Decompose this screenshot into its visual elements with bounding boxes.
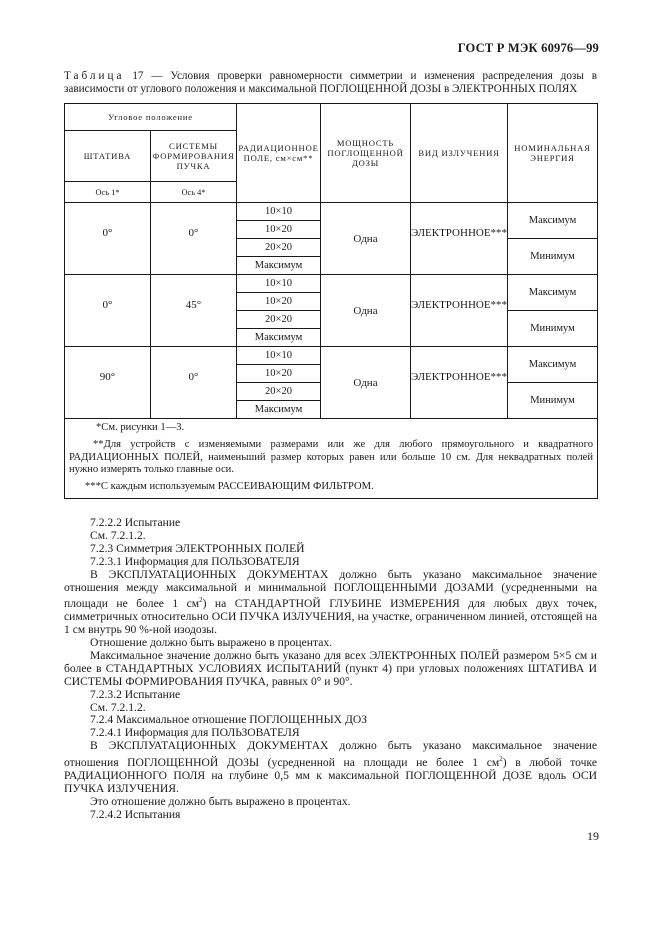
table-caption	[64, 70, 597, 95]
table-17	[64, 103, 597, 499]
cell-energy: Минимум	[508, 239, 598, 275]
paragraph: Это отношение должно быть выражено в процентах.	[90, 794, 351, 808]
header-axis-4: Ось 4*	[151, 182, 237, 203]
cell-dose-rate: Одна	[321, 203, 411, 275]
cell-field-size: Максимум	[237, 257, 321, 275]
cell-field-size: 20×20	[237, 311, 321, 329]
document-body	[64, 517, 597, 822]
page-number: 19	[587, 829, 599, 843]
cell-energy: Минимум	[508, 311, 598, 347]
paragraph: См. 7.2.1.2.	[90, 700, 146, 714]
cell-field-size: Максимум	[237, 401, 321, 419]
section-heading: 7.2.3 Симметрия ЭЛЕКТРОННЫХ ПОЛЕЙ	[90, 541, 305, 555]
cell-field-size: 10×10	[237, 275, 321, 293]
paragraph: Максимальное значение должно быть указано для всех ЭЛЕКТРОННЫХ ПОЛЕЙ размером 5×5 см и более в СТАНДАРТНЫХ УСЛОВИЯХ ИСПЫТАНИЙ (пункт 4) при угловых положениях ШТАТИВА И СИСТЕМЫ ФОРМИРОВАНИЯ ПУЧКА, равных 0° и 90°.	[64, 648, 597, 688]
caption-text: 17 — Условия проверки равномерности симметрии и изменения распределения дозы в зависимости от углового положения и максимальной ПОГЛОЩЕННОЙ ДОЗЫ в ЭЛЕКТРОННЫХ ПОЛЯХ	[64, 70, 598, 95]
table-footnotes	[65, 419, 598, 499]
footnote-1: *См. рисунки 1—3.	[96, 422, 185, 433]
header-radiation-type: ВИД ИЗЛУЧЕНИЯ	[411, 104, 508, 203]
section-heading: 7.2.3.1 Информация для ПОЛЬЗОВАТЕЛЯ	[90, 554, 300, 568]
cell-beam-angle: 45°	[151, 275, 237, 347]
section-heading: 7.2.2.2 Испытание	[90, 516, 181, 529]
paragraph: В ЭКСПЛУАТАЦИОННЫХ ДОКУМЕНТАХ должно быть указано максимальное значение отношения ПОГЛОЩЕННОЙ ДОЗЫ (усредненной на площади не более 1 $см^2$) в любой точке РАДИАЦИОННОГО ПОЛЯ на глубине 0,5 мм к максимальной ПОГЛОЩЕННОЙ ДОЗЕ вдоль ОСИ ПУЧКА ИЗЛУЧЕНИЯ.	[64, 739, 597, 795]
cell-field-size: Максимум	[237, 329, 321, 347]
cell-radiation-type: ЭЛЕКТРОННОЕ***	[411, 203, 508, 275]
caption-label: Таблица	[64, 70, 125, 82]
cell-field-size: 10×20	[237, 293, 321, 311]
header-dose-rate: МОЩНОСТЬ ПОГЛОЩЕННОЙ ДОЗЫ	[321, 104, 411, 203]
cell-radiation-type: ЭЛЕКТРОННОЕ***	[411, 275, 508, 347]
header-beam-system: СИСТЕМЫ ФОРМИРОВАНИЯ ПУЧКА	[151, 131, 237, 182]
cell-stand-angle: 0°	[65, 203, 151, 275]
section-heading: 7.2.4.1 Информация для ПОЛЬЗОВАТЕЛЯ	[90, 726, 300, 740]
table-row	[65, 275, 598, 293]
header-stand: ШТАТИВА	[65, 131, 151, 182]
section-heading: 7.2.4.2 Испытания	[90, 807, 181, 821]
table-row	[65, 203, 598, 221]
paragraph: Отношение должно быть выражено в процентах.	[90, 636, 333, 650]
cell-field-size: 10×10	[237, 203, 321, 221]
cell-field-size: 10×20	[237, 221, 321, 239]
cell-stand-angle: 0°	[65, 275, 151, 347]
paragraph: В ЭКСПЛУАТАЦИОННЫХ ДОКУМЕНТАХ должно быть указано максимальное значение отношения между максимальной и минимальной ПОГЛОЩЕННЫМИ ДОЗАМИ (усредненными на площади не более 1 $см^2$) на СТАНДАРТНОЙ ГЛУБИНЕ ИЗМЕРЕНИЯ для любых двух точек, симметричных относительно ОСИ ПУЧКА ИЗЛУЧЕНИЯ, на участке, ограниченном линией, отстоящей на 1 см внутрь 90 %-ной изодозы.	[64, 567, 598, 637]
footnote-2: **Для устройств с изменяемыми размерами или же для любого прямоугольного и квадратного РАДИАЦИОННЫХ ПОЛЕЙ, наименьший размер которых равен или больше 10 см. Для неквадратных полей нужно измерять только главные оси.	[69, 439, 593, 476]
paragraph: См. 7.2.1.2.	[90, 528, 146, 542]
cell-field-size: 10×20	[237, 365, 321, 383]
cell-energy: Максимум	[508, 347, 598, 383]
cell-field-size: 10×10	[237, 347, 321, 365]
header-angular-position: Угловое положение	[65, 104, 237, 131]
section-heading: 7.2.4 Максимальное отношение ПОГЛОЩЕННЫХ ДОЗ	[90, 713, 368, 727]
header-axis-1: Ось 1*	[65, 182, 151, 203]
section-heading: 7.2.3.2 Испытание	[90, 687, 181, 701]
footnote-3: ***С каждым используемым РАССЕИВАЮЩИМ ФИЛЬТРОМ.	[85, 480, 374, 492]
cell-dose-rate: Одна	[321, 275, 411, 347]
cell-stand-angle: 90°	[65, 347, 151, 419]
cell-energy: Максимум	[508, 275, 598, 311]
table-row	[65, 347, 598, 365]
cell-field-size: 20×20	[237, 383, 321, 401]
cell-radiation-type: ЭЛЕКТРОННОЕ***	[411, 347, 508, 419]
cell-dose-rate: Одна	[321, 347, 411, 419]
document-header: ГОСТ Р МЭК 60976—99	[457, 41, 599, 55]
cell-field-size: 20×20	[237, 239, 321, 257]
cell-energy: Максимум	[508, 203, 598, 239]
cell-energy: Минимум	[508, 383, 598, 419]
header-nominal-energy: НОМИНАЛЬНАЯ ЭНЕРГИЯ	[508, 104, 598, 203]
cell-beam-angle: 0°	[151, 203, 237, 275]
cell-beam-angle: 0°	[151, 347, 237, 419]
header-radiation-field: РАДИАЦИОННОЕ ПОЛЕ, см×см**	[237, 104, 321, 203]
